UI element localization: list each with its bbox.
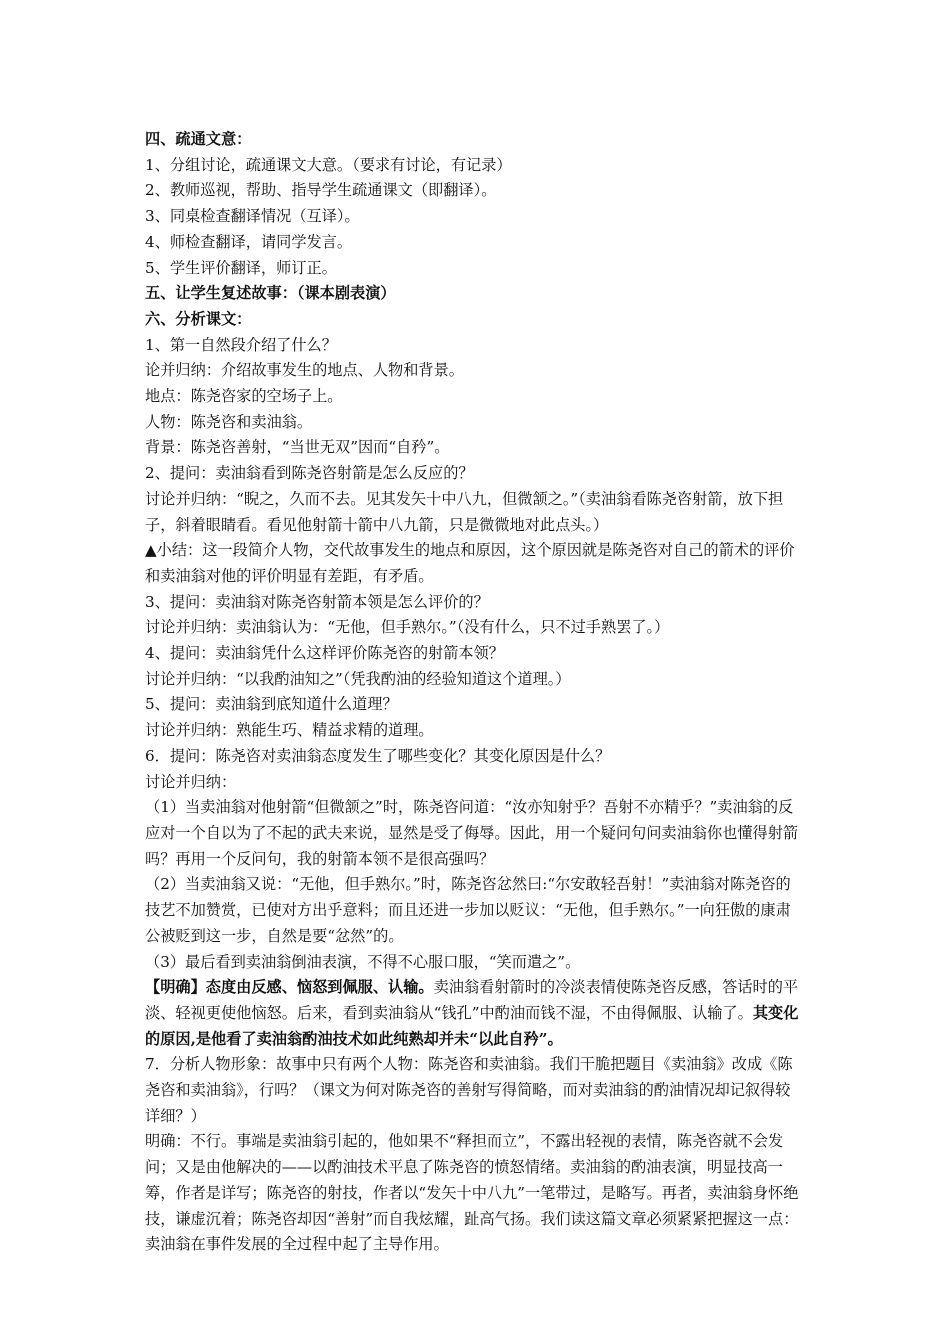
answer-3: 讨论并归纳：卖油翁认为：“无他，但手熟尔。”（没有什么，只不过手熟罢了。） <box>145 618 670 637</box>
section-heading-5: 五、让学生复述故事：（课本剧表演） <box>145 284 396 303</box>
answer-4: 讨论并归纳：“以我酌油知之”（凭我酌油的经验知道这个道理。） <box>145 669 571 688</box>
list-item: 2、教师巡视，帮助、指导学生疏通课文（即翻译）。 <box>145 181 497 200</box>
summary: ▲小结：这一段简介人物，交代故事发生的地点和原因，这个原因就是陈尧咨对自己的箭术的评价和卖油翁对他的评价明显有差距，有矛盾。 <box>145 541 795 585</box>
section-heading-4: 四、疏通文意： <box>145 130 252 148</box>
answer-5: 讨论并归纳：熟能生巧、精益求精的道理。 <box>145 721 434 740</box>
question-7: 7．分析人物形象：故事中只有两个人物：陈尧咨和卖油翁。我们干脆把题目《卖油翁》改成《陈尧咨和卖油翁》，行吗？（课文为何对陈尧咨的善射写得简略，而对卖油翁的酌油情况却记叙得较详细？） <box>145 1055 793 1125</box>
list-item: 3、同桌检查翻译情况（互译）。 <box>145 207 360 226</box>
answer-6-point-3: （3）最后看到卖油翁倒油表演，不得不心服口服，“笑而遣之”。 <box>145 952 581 971</box>
clarification-bold-2: 其变化的原因,是他看了卖油翁酌油技术如此纯熟却并未“以此自矜”。 <box>145 1003 799 1048</box>
answer-1-place: 地点：陈尧咨家的空场子上。 <box>145 387 343 406</box>
question-3: 3、提问：卖油翁对陈尧咨射箭本领是怎么评价的？ <box>145 592 489 611</box>
answer-1-background: 背景：陈尧咨善射，“当世无双”因而“自矜”。 <box>145 438 450 457</box>
answer-7: 明确：不行。事端是卖油翁引起的，他如果不“释担而立”，不露出轻视的表情，陈尧咨就不会发问；又是由他解决的——以酌油技术平息了陈尧咨的愤怒情绪。卖油翁的酌油表演，明显技高一筹，作者是详写；陈尧咨的射技，作者以“发矢十中八九”一笔带过，是略写。再者，卖油翁身怀绝技，谦虚沉着；陈尧咨却因“善射”而自我炫耀，趾高气扬。我们读这篇文章必须紧紧把握这一点：卖油翁在事件发展的全过程中起了主导作用。 <box>145 1132 799 1254</box>
document-page <box>145 127 805 1258</box>
answer-6-point-1: （1）当卖油翁对他射箭“但微颔之”时，陈尧咨问道：“汝亦知射乎？吾射不亦精乎？”卖油翁的反应对一个自以为了不起的武夫来说，显然是受了侮辱。因此，用一个疑问句问卖油翁你也懂得射箭吗？再用一个反问句，我的射箭本领不是很高强吗？ <box>145 798 799 868</box>
answer-1-people: 人物：陈尧咨和卖油翁。 <box>145 412 313 431</box>
list-item: 4、师检查翻译，请同学发言。 <box>145 232 353 251</box>
question-5: 5、提问：卖油翁到底知道什么道理？ <box>145 695 398 714</box>
answer-6-intro: 讨论并归纳： <box>145 772 237 791</box>
question-1: 1、第一自然段介绍了什么？ <box>145 335 337 354</box>
clarification-label: 【明确】 <box>145 978 206 997</box>
answer-2: 讨论并归纳：“睨之，久而不去。见其发矢十中八九，但微颔之。”（卖油翁看陈尧咨射箭，放下担子，斜着眼睛看。看见他射箭十箭中八九箭，只是微微地对此点头。） <box>145 489 784 534</box>
question-6: 6．提问：陈尧咨对卖油翁态度发生了哪些变化？其变化原因是什么？ <box>145 746 611 765</box>
answer-6-point-2: （2）当卖油翁又说：“无他，但手熟尔。”时，陈尧咨忿然曰:“尔安敢轻吾射！”卖油翁对陈尧咨的技艺不加赞赏，已使对方出乎意料；而且还进一步加以贬议：“无他，但手熟尔。”一向狂傲的康肃公被贬到这一步，自然是要“忿然”的。 <box>145 875 791 945</box>
question-4: 4、提问：卖油翁凭什么这样评价陈尧咨的射箭本领？ <box>145 644 504 663</box>
section-heading-6: 六、分析课文： <box>145 309 252 328</box>
clarification-text: 卖油翁看射箭时的冷淡表情使陈尧咨反感，答话时的平淡、轻视更使他恼怒。后来，看到卖油翁从“钱孔”中酌油而钱不湿，不由得佩服、认输了。 <box>145 978 799 1022</box>
question-2: 2、提问：卖油翁看到陈尧咨射箭是怎么反应的？ <box>145 464 474 483</box>
list-item: 5、学生评价翻译，师订正。 <box>145 258 337 277</box>
answer-1: 论并归纳：介绍故事发生的地点、人物和背景。 <box>145 361 464 380</box>
list-item: 1、分组讨论，疏通课文大意。（要求有讨论，有记录） <box>145 155 512 174</box>
clarification <box>145 975 805 1052</box>
clarification-bold: 态度由反感、恼怒到佩服、认输。 <box>205 978 434 997</box>
